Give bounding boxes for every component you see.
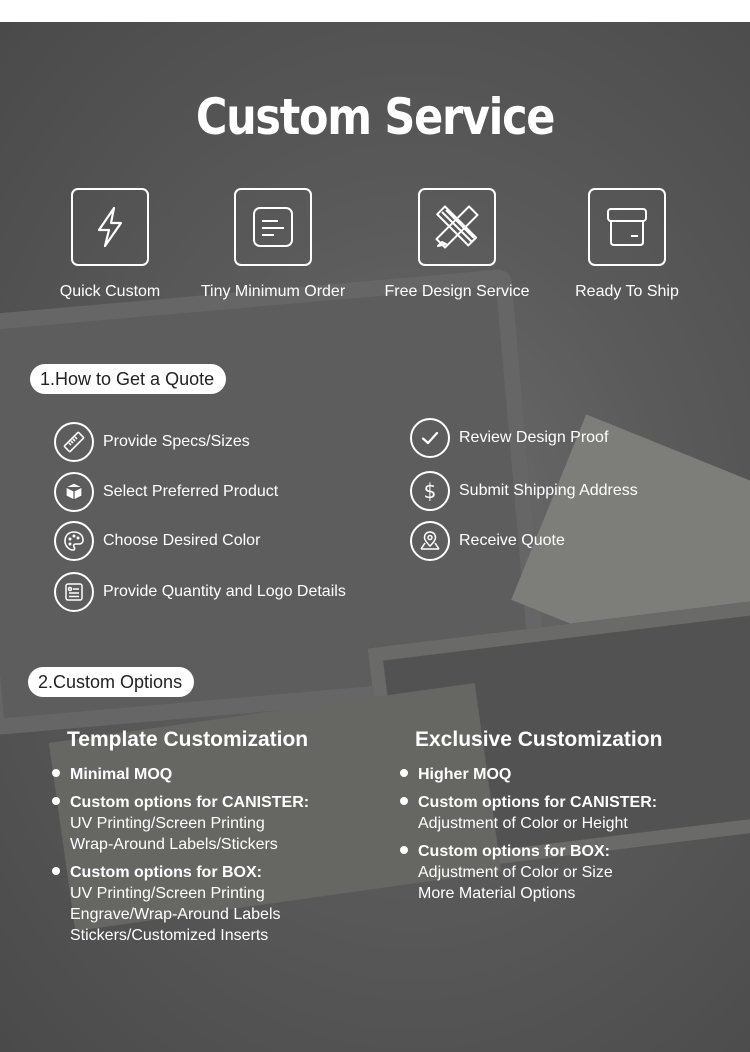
item-line: UV Printing/Screen Printing [70, 885, 265, 902]
feature-quick-custom [25, 188, 195, 301]
item-line: UV Printing/Screen Printing [70, 815, 265, 832]
quote-heading [30, 364, 226, 394]
document-icon [234, 188, 312, 266]
item-line: Wrap-Around Labels/Stickers [70, 836, 278, 853]
step-select-product [54, 472, 278, 512]
dollar-icon [410, 471, 450, 511]
feature-tiny-minimum-order [188, 188, 358, 301]
step-receive-quote [410, 521, 565, 561]
list-item [400, 792, 657, 834]
list-item [52, 792, 309, 855]
step-review-proof [410, 418, 608, 458]
palette-icon [54, 521, 94, 561]
list-item [400, 764, 657, 785]
cube-icon [54, 472, 94, 512]
pencil-ruler-icon [418, 188, 496, 266]
step-label: Review Design Proof [459, 429, 609, 446]
heading-text: Custom Options [53, 672, 183, 692]
template-options-list [52, 764, 309, 953]
feature-ready-to-ship [542, 188, 712, 301]
step-label: Submit Shipping Address [459, 482, 638, 499]
item-head: Custom options for CANISTER: [70, 794, 310, 811]
exclusive-customization-title: Exclusive Customization [415, 728, 663, 751]
heading-text: How to Get a Quote [55, 369, 215, 389]
svg-text:$: $ [423, 479, 437, 503]
check-icon [410, 418, 450, 458]
item-head: Custom options for BOX: [418, 843, 610, 860]
heading-number: 1. [40, 369, 56, 389]
step-label: Provide Specs/Sizes [103, 433, 250, 450]
item-head: Higher MOQ [418, 766, 512, 783]
item-line: Adjustment of Color or Size [418, 864, 613, 881]
options-heading [28, 667, 194, 697]
step-provide-quantity [54, 572, 346, 612]
custom-service-banner [0, 22, 750, 1052]
step-submit-address [410, 471, 638, 511]
item-head: Minimal MOQ [70, 766, 173, 783]
step-choose-color [54, 521, 260, 561]
list-item [52, 764, 309, 785]
item-line: More Material Options [418, 885, 576, 902]
exclusive-options-list [400, 764, 657, 911]
feature-label: Tiny Minimum Order [200, 283, 346, 300]
feature-free-design-service [372, 188, 542, 301]
item-line: Engrave/Wrap-Around Labels [70, 906, 281, 923]
item-line: Adjustment of Color or Height [418, 815, 628, 832]
lightning-icon [71, 188, 149, 266]
heading-number: 2. [38, 672, 54, 692]
list-item [400, 841, 657, 904]
ruler-icon [54, 422, 94, 462]
step-label: Provide Quantity and Logo Details [103, 583, 346, 600]
item-line: Stickers/Customized Inserts [70, 927, 269, 944]
box-icon [588, 188, 666, 266]
location-icon [410, 521, 450, 561]
step-provide-specs [54, 422, 250, 462]
step-label: Choose Desired Color [103, 532, 261, 549]
template-customization-title: Template Customization [67, 728, 309, 751]
list-icon [54, 572, 94, 612]
item-head: Custom options for BOX: [70, 864, 262, 881]
page-title: Custom Service [195, 88, 555, 146]
item-head: Custom options for CANISTER: [418, 794, 658, 811]
list-item [52, 862, 309, 946]
step-label: Receive Quote [459, 532, 565, 549]
feature-label: Free Design Service [384, 283, 530, 300]
feature-label: Quick Custom [59, 283, 161, 300]
step-label: Select Preferred Product [103, 483, 279, 500]
feature-label: Ready To Ship [575, 283, 679, 300]
